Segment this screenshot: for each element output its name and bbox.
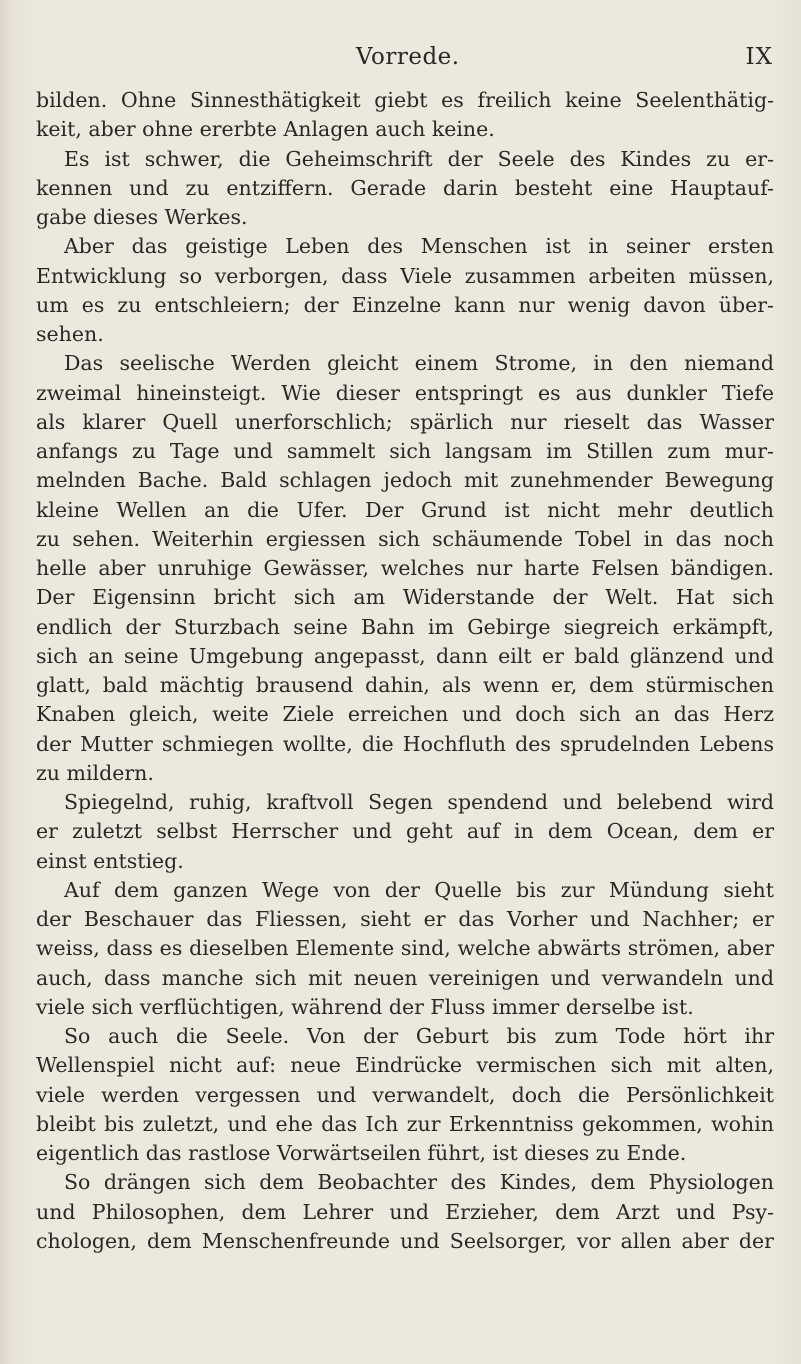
page-header [0,44,801,74]
text-line: und Philosophen, dem Lehrer und Erzieher, dem Arzt und Psy- [36,1199,774,1224]
text-line: So auch die Seele. Von der Geburt bis zum Tode hört ihr [64,1024,774,1048]
text-line: Aber das geistige Leben des Menschen ist in seiner ersten [64,234,774,259]
text-line: der Mutter schmiegen wollte, die Hochfluth des sprudelnden Lebens [36,731,774,756]
text-line: Spiegelnd, ruhig, kraftvoll Segen spendend und belebend wird [64,790,774,814]
text-line: Es ist schwer, die Geheimschrift der Seele des Kindes zu er- [64,146,774,171]
text-line: zu mildern. [36,760,154,785]
body-text [36,86,774,1256]
text-line: kleine Wellen an die Ufer. Der Grund ist nicht mehr deutlich [36,497,774,522]
text-line: melnden Bache. Bald schlagen jedoch mit zunehmender Bewegung [36,468,774,493]
running-title: Vorrede. [356,44,460,70]
text-line: anfangs zu Tage und sammelt sich langsam im Stillen zum mur- [36,439,774,463]
text-line: weiss, dass es dieselben Elemente sind, welche abwärts strömen, aber [36,936,774,961]
page-number: IX [745,44,773,70]
text-line: glatt, bald mächtig brausend dahin, als wenn er, dem stürmischen [36,673,774,697]
text-line: chologen, dem Menschenfreunde und Seelsorger, vor allen aber der [36,1228,774,1253]
text-line: Der Eigensinn bricht sich am Widerstande der Welt. Hat sich [36,585,774,610]
text-line: So drängen sich dem Beobachter des Kindes, dem Physiologen [64,1170,774,1195]
text-line: kennen und zu entziffern. Gerade darin besteht eine Hauptauf- [36,175,774,200]
text-line: er zuletzt selbst Herrscher und geht auf in dem Ocean, dem er [36,819,774,844]
text-line: auch, dass manche sich mit neuen vereinigen und verwandeln und [36,965,774,990]
text-line: endlich der Sturzbach seine Bahn im Gebirge siegreich erkämpft, [36,614,774,639]
text-line: helle aber unruhige Gewässer, welches nur harte Felsen bändigen. [36,556,774,580]
text-line: viele sich verflüchtigen, während der Fluss immer derselbe ist. [36,994,694,1019]
text-line: als klarer Quell unerforschlich; spärlich nur rieselt das Wasser [36,409,774,434]
text-line: Wellenspiel nicht auf: neue Eindrücke vermischen sich mit alten, [36,1053,774,1078]
text-line: Auf dem ganzen Wege von der Quelle bis zur Mündung sieht [64,877,774,902]
text-line: einst entstieg. [36,848,184,873]
text-line: Das seelische Werden gleicht einem Strome, in den niemand [64,351,774,376]
text-line: sich an seine Umgebung angepasst, dann eilt er bald glänzend und [36,643,774,668]
text-line: Knaben gleich, weite Ziele erreichen und doch sich an das Herz [36,702,774,727]
text-line: zweimal hineinsteigt. Wie dieser entspringt es aus dunkler Tiefe [36,380,774,405]
text-line: bilden. Ohne Sinnesthätigkeit giebt es freilich keine Seelenthätig- [36,88,774,112]
text-line: sehen. [36,322,104,346]
text-line: eigentlich das rastlose Vorwärtseilen führt, ist dieses zu Ende. [36,1141,687,1165]
text-line: Entwicklung so verborgen, dass Viele zusammen arbeiten müssen, [36,263,774,288]
text-line: gabe dieses Werkes. [36,205,248,229]
text-line: keit, aber ohne ererbte Anlagen auch keine. [36,117,495,142]
text-line: viele werden vergessen und verwandelt, doch die Persönlichkeit [36,1082,774,1107]
text-line: bleibt bis zuletzt, und ehe das Ich zur Erkenntniss gekommen, wohin [36,1111,774,1136]
text-line: um es zu entschleiern; der Einzelne kann nur wenig davon über- [36,292,774,317]
text-line: zu sehen. Weiterhin ergiessen sich schäumende Tobel in das noch [36,526,774,551]
text-line: der Beschauer das Fliessen, sieht er das Vorher und Nachher; er [36,907,774,931]
